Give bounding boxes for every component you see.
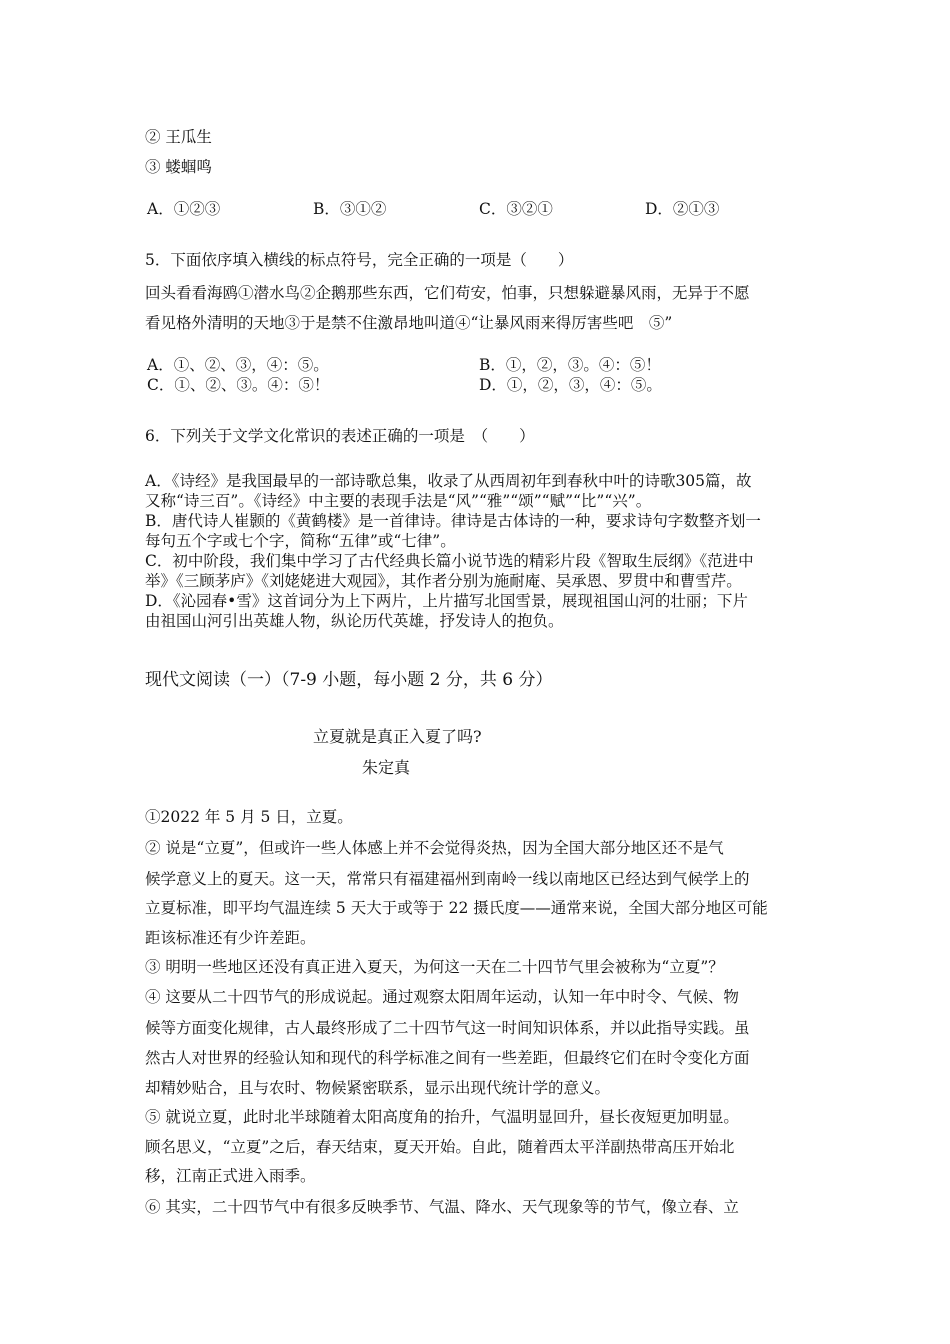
article-line: ② 说是“立夏”，但或许一些人体感上并不会觉得炎热，因为全国大部分地区还不是气 [145, 839, 724, 857]
q6-option-line: D．《沁园春•雪》这首词分为上下两片，上片描写北国雪景，展现祖国山河的壮丽；下片 [145, 592, 748, 610]
q5-option-b: B．①，②，③。④：⑤！ [479, 356, 661, 374]
q5-option-a: A．①、②、③，④：⑤。 [147, 356, 329, 374]
article-title: 立夏就是真正入夏了吗? [313, 727, 482, 746]
q4-option-c: C．③②① [479, 200, 553, 218]
article-line: ①2022 年 5 月 5 日，立夏。 [145, 808, 353, 826]
q5-passage-line: 回头看看海鸥①潜水鸟②企鹅那些东西，它们苟安，怕事，只想躲避暴风雨，无异于不愿 [145, 284, 750, 302]
q5-stem: 5．下面依序填入横线的标点符号，完全正确的一项是（ ） [145, 251, 574, 269]
article-line: 移，江南正式进入雨季。 [145, 1167, 316, 1185]
q6-option-line: 每句五个字或七个字，简称“五律”或“七律”。 [145, 532, 456, 550]
section-title: 现代文阅读（一）（7-9 小题，每小题 2 分，共 6 分） [145, 670, 553, 690]
q6-option-line: B．唐代诗人崔颢的《黄鹤楼》是一首律诗。律诗是古体诗的一种，要求诗句字数整齐划一 [145, 512, 761, 530]
q5-option-d: D．①，②，③，④：⑤。 [479, 376, 662, 394]
q4-option-b: B．③①② [313, 200, 387, 218]
q6-stem: 6．下列关于文学文化常识的表述正确的一项是 （ ） [145, 427, 535, 445]
q6-option-line: 由祖国山河引出英雄人物，纵论历代英雄，抒发诗人的抱负。 [145, 612, 564, 630]
article-line: 然古人对世界的经验认知和现代的科学标准之间有一些差距，但最终它们在时令变化方面 [145, 1049, 750, 1067]
article-line: 立夏标准，即平均气温连续 5 天大于或等于 22 摄氏度——通常来说，全国大部分地区可能 [145, 899, 768, 917]
article-line: ④ 这要从二十四节气的形成说起。通过观察太阳周年运动，认知一年中时令、气候、物 [145, 988, 739, 1006]
article-line: ③ 明明一些地区还没有真正进入夏天，为何这一天在二十四节气里会被称为“立夏”？ [145, 958, 724, 976]
q4-option-d: D．②①③ [645, 200, 720, 218]
q6-option-line: 举》《三顾茅庐》《刘姥姥进大观园》，其作者分别为施耐庵、吴承恩、罗贯中和曹雪芹。 [145, 572, 742, 590]
q4-option-a: A．①②③ [147, 200, 221, 218]
article-line: 却精妙贴合，且与农时、物候紧密联系，显示出现代统计学的意义。 [145, 1079, 611, 1097]
article-line: 候等方面变化规律，古人最终形成了二十四节气这一时间知识体系，并以此指导实践。虽 [145, 1019, 750, 1037]
article-line: ⑤ 就说立夏，此时北半球随着太阳高度角的抬升，气温明显回升，昼长夜短更加明显。 [145, 1108, 739, 1126]
q4-item-3: ③ 蝼蝈鸣 [145, 158, 212, 176]
article-line: 顾名思义，“立夏”之后，春天结束，夏天开始。自此，随着西太平洋副热带高压开始北 [145, 1138, 735, 1156]
q5-option-c: C．①、②、③。④：⑤！ [147, 376, 330, 394]
article-line: 距该标准还有少许差距。 [145, 929, 316, 947]
article-line: ⑥ 其实，二十四节气中有很多反映季节、气温、降水、天气现象等的节气，像立春、立 [145, 1198, 739, 1216]
q5-passage-line: 看见格外清明的天地③于是禁不住激昂地叫道④“让暴风雨来得厉害些吧 ⑤” [145, 314, 673, 332]
q6-option-line: 又称“诗三百”。《诗经》中主要的表现手法是“风”“雅”“颂”“赋”“比”“兴”。 [145, 492, 652, 510]
article-author: 朱定真 [362, 758, 411, 777]
q6-option-line: A．《诗经》是我国最早的一部诗歌总集，收录了从西周初年到春秋中叶的诗歌305篇，故 [145, 472, 752, 490]
q4-item-2: ② 王瓜生 [145, 128, 212, 146]
article-line: 候学意义上的夏天。这一天，常常只有福建福州到南岭一线以南地区已经达到气候学上的 [145, 870, 750, 888]
q6-option-line: C．初中阶段，我们集中学习了古代经典长篇小说节选的精彩片段《智取生辰纲》《范进中 [145, 552, 754, 570]
